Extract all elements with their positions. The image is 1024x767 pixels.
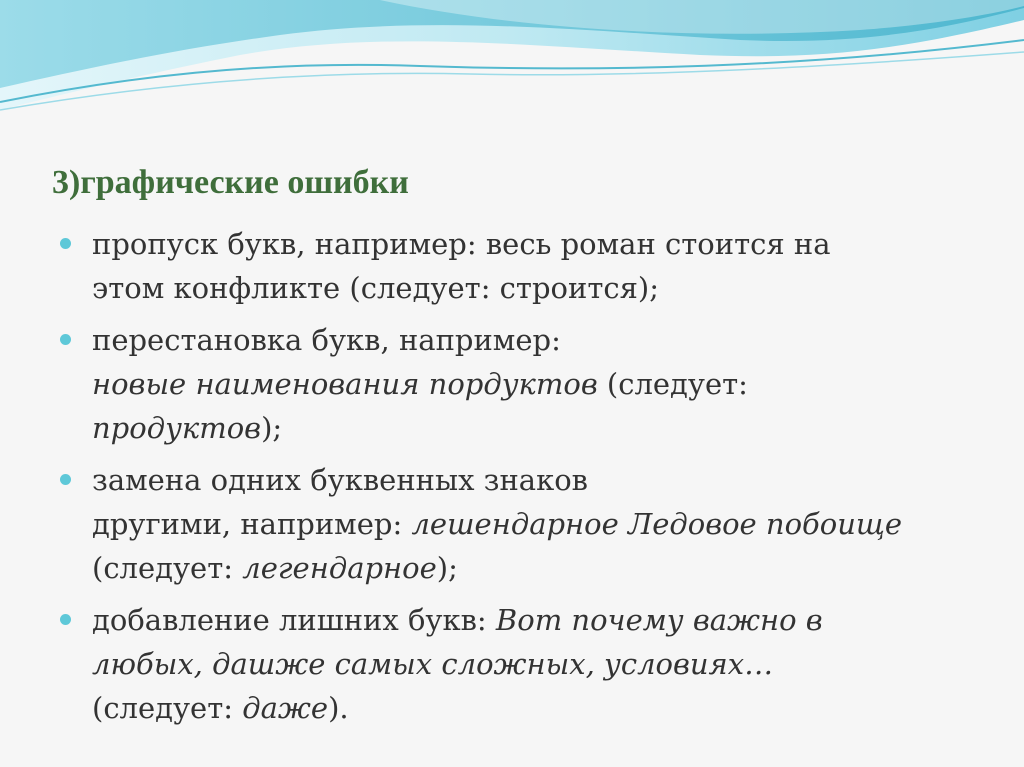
bullet-dot-icon [60,474,71,485]
bullet-list [60,222,980,738]
bullet-line [92,502,980,546]
bullet-line [92,266,980,310]
bullet-item [60,598,980,730]
bullet-item [60,318,980,450]
bullet-line [92,546,980,590]
bullet-line [92,222,980,266]
bullet-line [92,318,980,362]
header-wave-decoration [0,0,1024,140]
bullet-line [92,406,980,450]
bullet-text: ); [261,411,283,445]
example-text: Вот почему важно в [495,603,823,637]
bullet-text: ); [436,551,458,585]
bullet-text: ). [328,691,349,725]
bullet-text: этом конфликте (следует: строится); [92,271,659,305]
bullet-text: (следует: [92,691,243,725]
bullet-line [92,362,980,406]
bullet-dot-icon [60,238,71,249]
example-text: легендарное [242,551,437,585]
bullet-text: добавление лишних букв: [92,603,496,637]
bullet-text: перестановка букв, например: [92,323,561,357]
bullet-item [60,222,980,310]
bullet-text: пропуск букв, например: весь роман стоится на [92,227,831,261]
bullet-line [92,642,980,686]
example-text: продуктов [92,411,262,445]
bullet-text: другими, например: [92,507,412,541]
example-text: новые наименования пордуктов [92,367,598,401]
bullet-dot-icon [60,614,71,625]
example-text: лешендарное Ледовое побоище [411,507,903,541]
slide-title: 3)графические ошибки [52,164,409,201]
bullet-item [60,458,980,590]
example-text: любых, дашже самых сложных, условиях… [92,647,774,681]
bullet-text: (следует: [92,551,243,585]
bullet-line [92,598,980,642]
bullet-text: замена одних буквенных знаков [92,463,589,497]
bullet-line [92,686,980,730]
bullet-dot-icon [60,334,71,345]
example-text: даже [242,691,329,725]
bullet-text: (следует: [597,367,748,401]
bullet-line [92,458,980,502]
